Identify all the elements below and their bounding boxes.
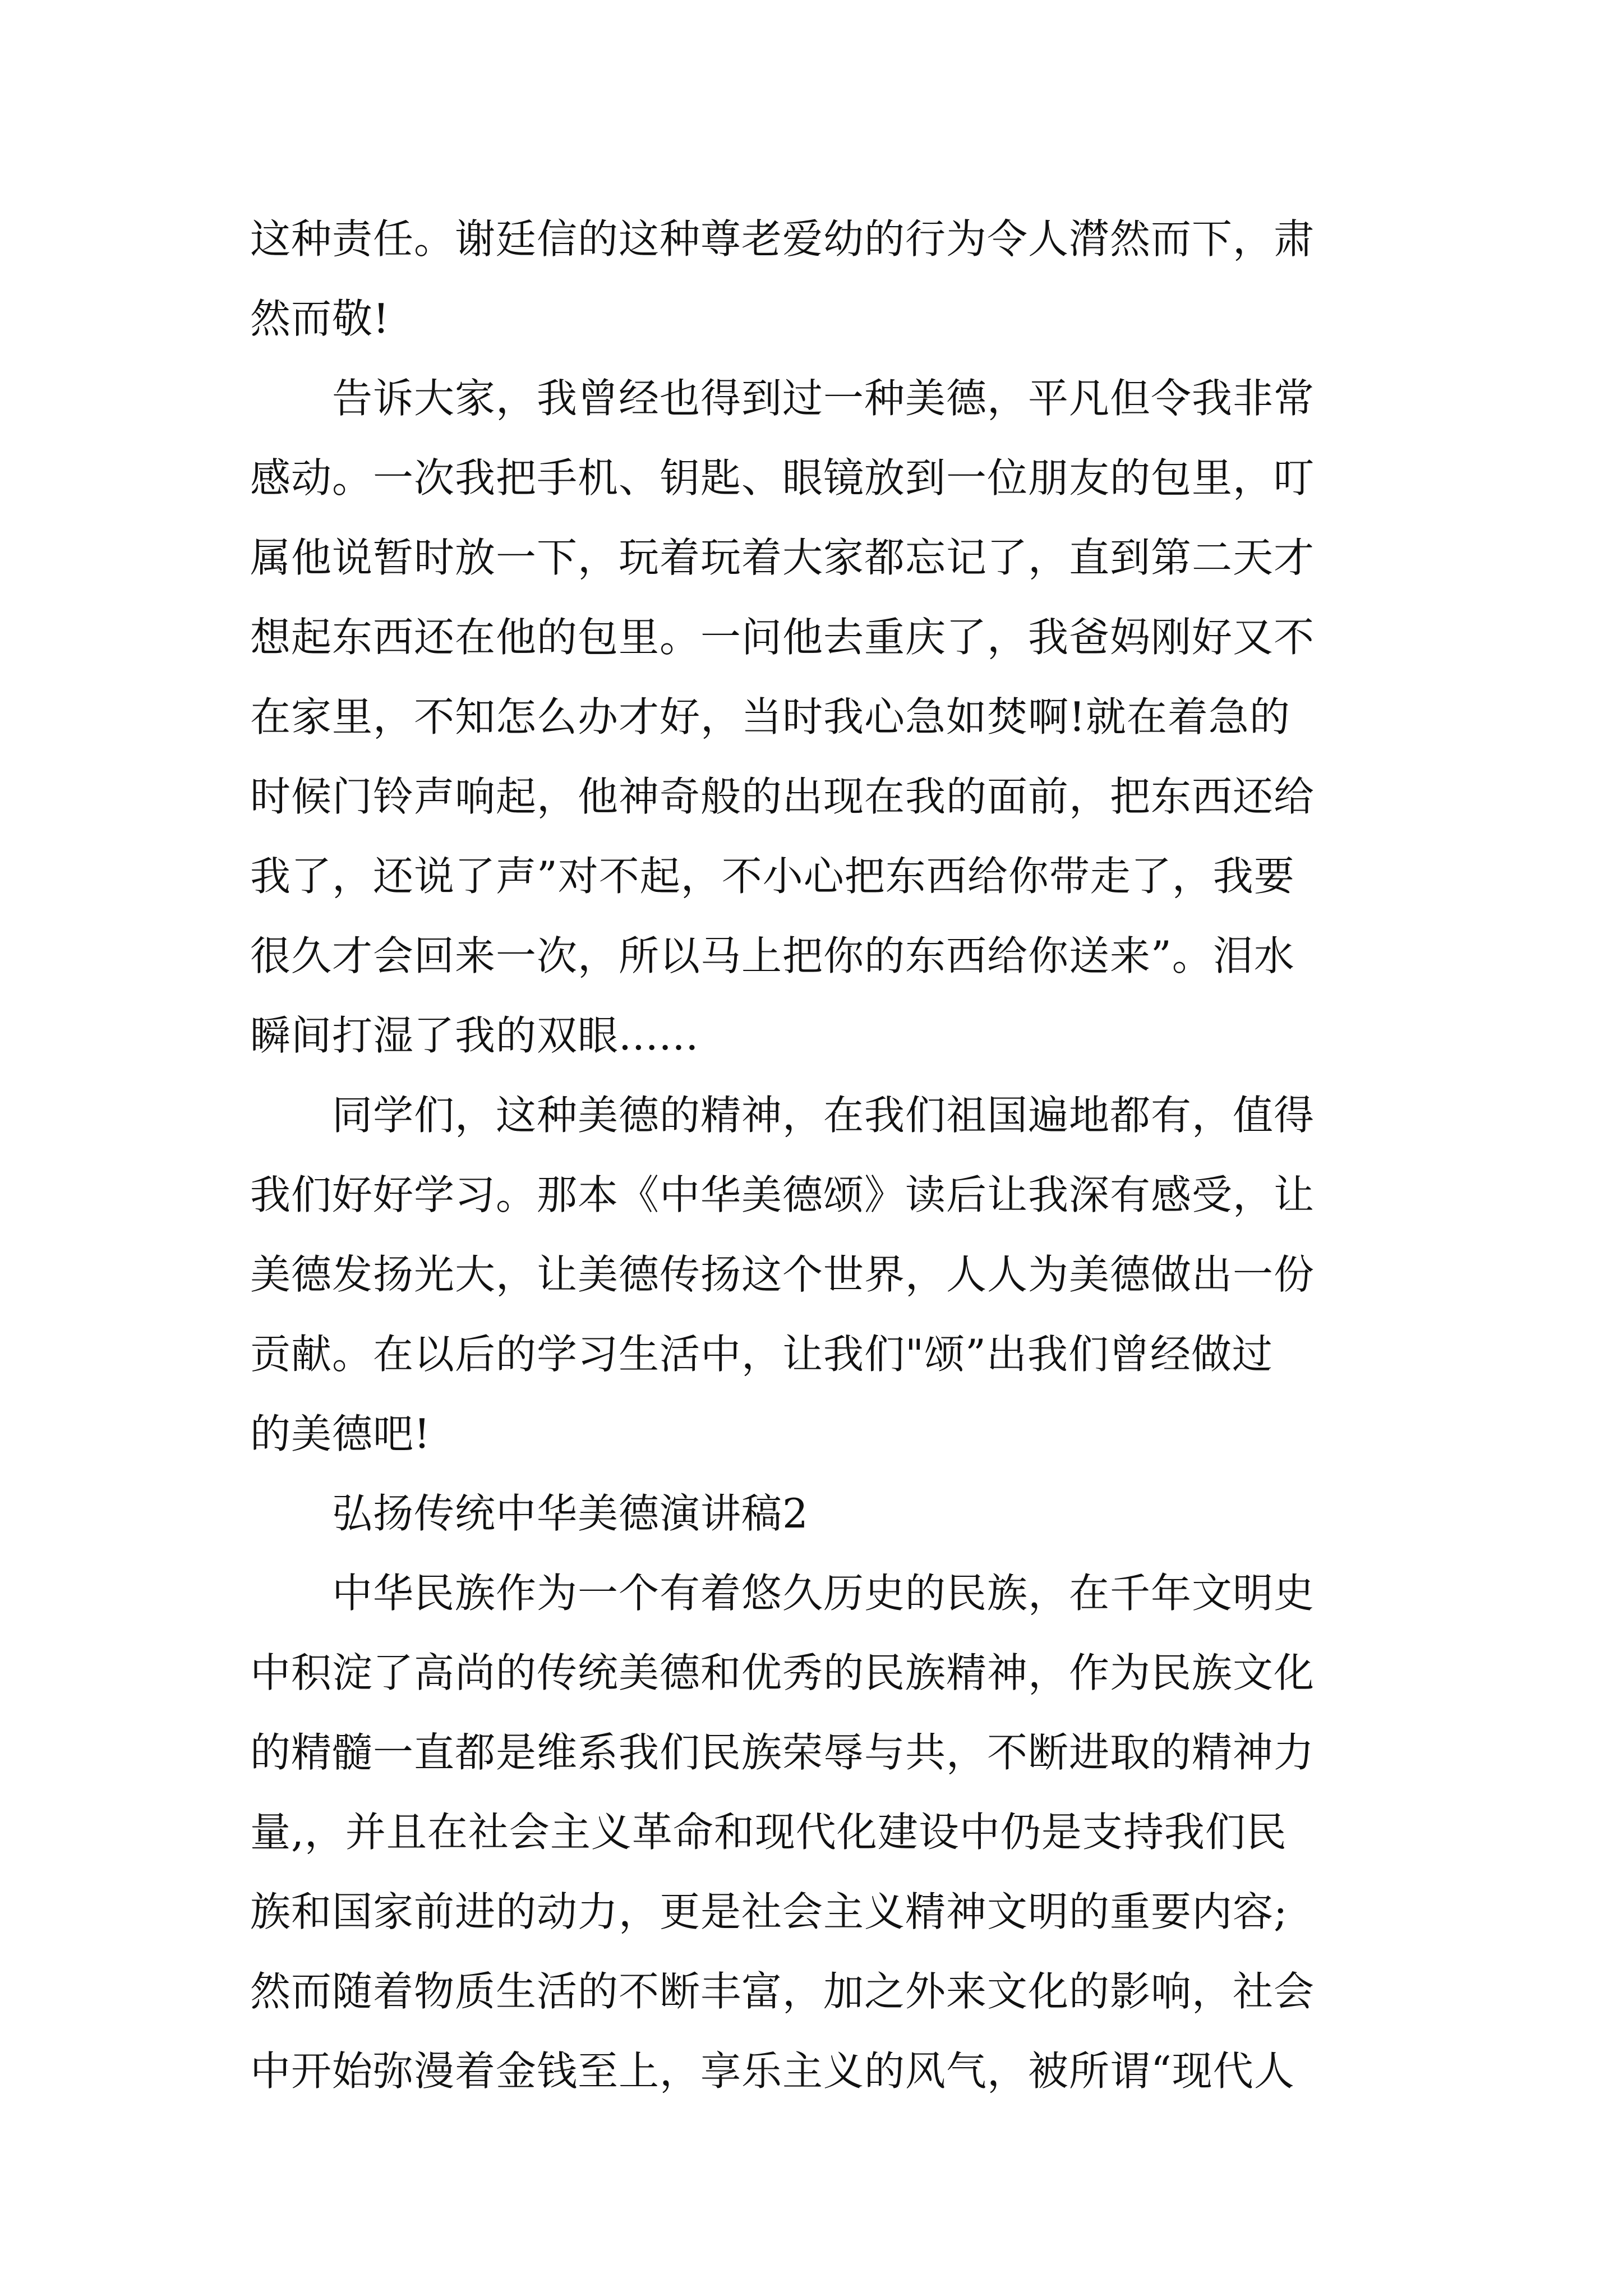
text-line: 很久才会回来一次，所以马上把你的东西给你送来”。泪水: [250, 932, 1295, 979]
text-line: 这种责任。谢廷信的这种尊老爱幼的行为令人潸然而下，肃: [250, 215, 1315, 263]
text-line: 告诉大家，我曾经也得到过一种美德，平凡但令我非常: [250, 375, 1315, 422]
text-line: 感动。一次我把手机、钥匙、眼镜放到一位朋友的包里，叮: [250, 454, 1315, 501]
text-line: 我们好好学习。那本《中华美德颂》读后让我深有感受，让: [250, 1171, 1315, 1218]
text-line: 瞬间打湿了我的双眼......: [250, 1012, 699, 1059]
text-line: 的美德吧!: [250, 1410, 431, 1457]
text-line: 想起东西还在他的包里。一问他去重庆了，我爸妈刚好又不: [250, 614, 1315, 661]
text-line: 我了，还说了声”对不起，不小心把东西给你带走了，我要: [250, 853, 1295, 900]
document-body: [250, 199, 1377, 2111]
text-line: 中华民族作为一个有着悠久历史的民族，在千年文明史: [250, 1570, 1315, 1617]
text-line: 中积淀了高尚的传统美德和优秀的民族精神，作为民族文化: [250, 1649, 1315, 1696]
text-line: 时候门铃声响起，他神奇般的出现在我的面前，把东西还给: [250, 773, 1315, 820]
text-line: 量,，并且在社会主义革命和现代化建设中仍是支持我们民: [250, 1809, 1287, 1856]
text-line: 族和国家前进的动力，更是社会主义精神文明的重要内容;: [250, 1888, 1288, 1935]
text-line: 贡献。在以后的学习生活中，让我们"颂”出我们曾经做过: [250, 1331, 1273, 1378]
text-line: 的精髓一直都是维系我们民族荣辱与共，不断进取的精神力: [250, 1729, 1315, 1776]
text-line: 属他说暂时放一下，玩着玩着大家都忘记了，直到第二天才: [250, 534, 1315, 581]
text-line: 然而敬!: [250, 295, 390, 342]
text-line: 同学们，这种美德的精神，在我们祖国遍地都有，值得: [250, 1092, 1315, 1139]
text-line: 美德发扬光大，让美德传扬这个世界，人人为美德做出一份: [250, 1251, 1315, 1298]
text-line: 然而随着物质生活的不断丰富，加之外来文化的影响，社会: [250, 1968, 1315, 2015]
section-heading: 弘扬传统中华美德演讲稿2: [250, 1490, 809, 1537]
text-line: 在家里，不知怎么办才好，当时我心急如焚啊!就在着急的: [250, 693, 1290, 740]
text-line: 中开始弥漫着金钱至上，享乐主义的风气，被所谓“现代人: [250, 2047, 1295, 2095]
